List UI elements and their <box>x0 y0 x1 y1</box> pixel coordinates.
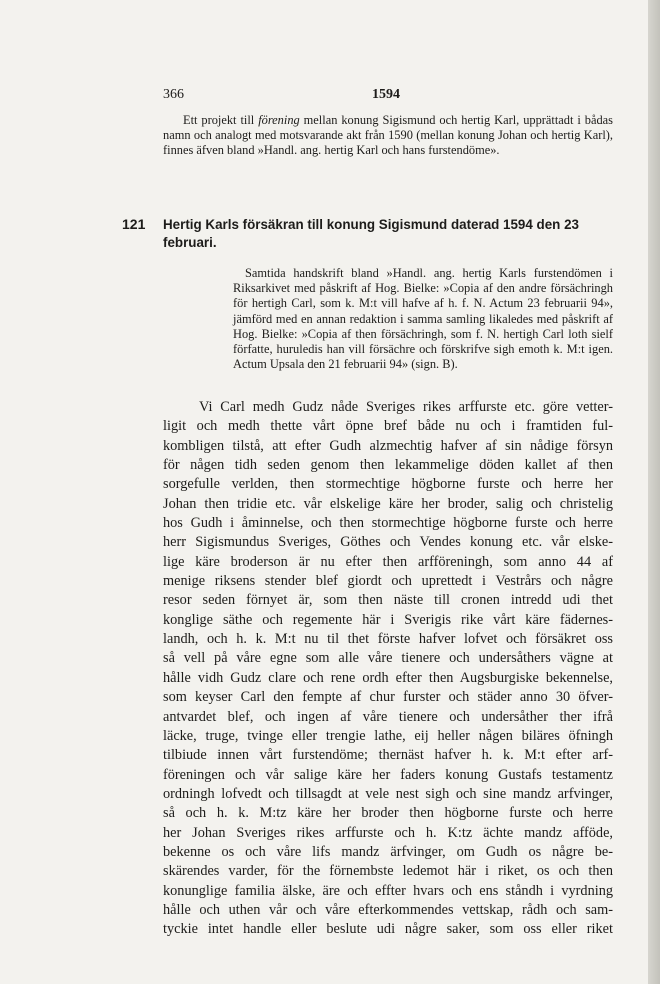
body-line: så vell på våre egne som alle våre tienere och undersåthers vägne at <box>163 650 613 667</box>
body-line: läcke, truge, tvinge eller trengie lathe, eij heller någen biläres öfningh <box>163 727 613 744</box>
body-line: hos Gudh i åminnelse, och then stormechtige högborne furste och herre <box>163 515 613 532</box>
header-year: 1594 <box>372 87 400 102</box>
intro-paragraph <box>163 113 613 159</box>
body-line: konunglige familia älske, äre och effter hvars och ens ståndh i vyrdning <box>163 882 613 899</box>
body-line: landh, och h. k. M:t nu til thet förste hafver lofvet och försäkret oss <box>163 631 613 648</box>
running-header <box>163 87 613 105</box>
source-note: Samtida handskrift bland »Handl. ang. hertig Karls furstendömen i Riksarkivet med påskrift af Hog. Bielke: »Copia af den andre försächringh för hertigh Carl, som k. M:t vill hafve af h. f. N. Actum 23 februarii 94», jämförd med en annan redaktion i samma samling likaledes med påskrift af Hog. Bielke: »Copia af then försächringh, som f. N. hertigh Carl loth sielf författe, huruledis han vill försächre och förskrifve sigh emoth k. M:t igen. Actum Upsala den 21 februarii 94» (sign. B). <box>233 266 613 372</box>
body-line: Johan then tridie etc. vår elskelige käre her broder, salig och christelig <box>163 495 613 512</box>
body-line: konglige säthe och regemente här i Sverigis rike vårt käre fädernes- <box>163 611 613 628</box>
body-line: resor seden förnyet är, som then näste till cronen intredd udi thet <box>163 592 613 609</box>
intro-text-after: mellan konung Sigismund och hertig Karl, upprättadt i bådas namn och analogt med motsvarande akt från 1590 (mellan konung Johan och hertig Karl), finnes äfven bland »Handl. ang. hertig Karl och hans furstendöme». <box>163 113 613 158</box>
body-line: så och h. k. M:tz käre her broder then högborne furste och herre <box>163 805 613 822</box>
document-number: 121 <box>122 216 146 232</box>
body-line: her Johan Sveriges rikes arffurste och h. K:tz ächte mandz afföde, <box>163 824 613 841</box>
body-line: bekenne os och våre lifs mandz ärfvinger, om Gudh os någre be- <box>163 843 613 860</box>
body-line: antvardet blef, och ingen af våre tienere och undersåther ther ifrå <box>163 708 613 725</box>
document-title: Hertig Karls försäkran till konung Sigismund daterad 1594 den 23 februari. <box>163 217 579 250</box>
body-line: kombligen tilstå, att efter Gudh alzmechtig hafver af sin nådige försyn <box>163 437 613 454</box>
body-line: tilbiude innen vårt furstendöme; thernäst hafver h. k. M:t efter arf- <box>163 747 613 764</box>
document-body <box>163 398 613 940</box>
body-line: menige riksens stender blef giordt och uprettedt i Vestrårs och någre <box>163 573 613 590</box>
body-line: ligit och medh thette vårt öpne bref både nu och i framtiden ful- <box>163 418 613 435</box>
intro-emphasis: förening <box>258 113 300 127</box>
body-line: för någen tidh seden genom then lekammelige döden kallet af then <box>163 457 613 474</box>
page-edge <box>648 0 660 984</box>
body-line: sorgefulle verlden, then stormechtige högborne furste och herre her <box>163 476 613 493</box>
body-line: lige käre broderson är nu efter then arfföreningh, som anno 44 af <box>163 553 613 570</box>
body-line: hålle vidh Gudz clare och rene ordh efter then Augsburgiske bekennelse, <box>163 669 613 686</box>
body-line: Vi Carl medh Gudz nåde Sveriges rikes arffurste etc. göre vetter- <box>199 399 613 415</box>
intro-text-before: Ett projekt till <box>183 113 259 127</box>
body-line: föreningen och vår salige käre her faders konung Gustafs testamentz <box>163 766 613 783</box>
body-line: skärendes varder, för the förnembste ledemot här i riket, os och then <box>163 863 613 880</box>
body-line: som keyser Carl den fempte af chur furster och städer anno 30 öfver- <box>163 689 613 706</box>
body-line: herr Sigismundus Sveriges, Göthes och Vendes konung etc. vår elske- <box>163 534 613 551</box>
body-line: ordningh lofvedt och tillsagdt at vele nest sigh och sine mandz arfvinger, <box>163 785 613 802</box>
page-number: 366 <box>163 87 184 102</box>
body-line: tyckie intet handle eller beslute udi någre saker, som oss eller riket <box>163 921 613 938</box>
body-line: hålle och uthen vår och våre efterkommendes vettskap, rådh och sam- <box>163 901 613 918</box>
